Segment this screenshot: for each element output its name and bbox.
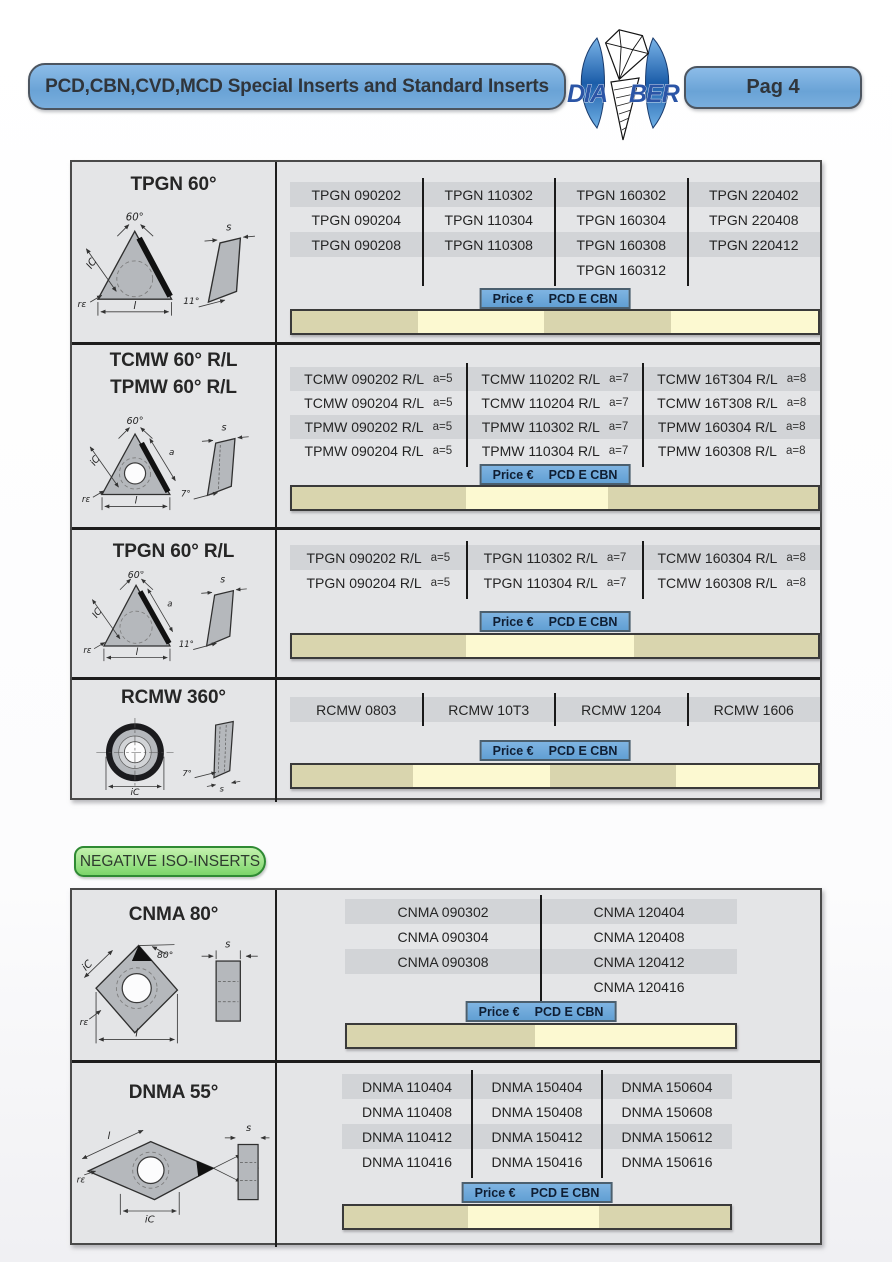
edge-length-value: a=8	[786, 576, 806, 589]
part-number-cell	[290, 207, 423, 232]
edge-length-value: a=7	[609, 373, 629, 385]
price-bar-segment-yellow	[413, 765, 550, 787]
price-bar-segment-yellow	[418, 311, 544, 333]
svg-text:s: s	[219, 783, 224, 794]
price-bar-segment-tan	[292, 765, 413, 787]
edge-length-value: a=5	[432, 373, 453, 385]
part-number-cell	[688, 207, 821, 232]
svg-text:60°: 60°	[126, 415, 144, 427]
part-number-cell	[467, 439, 644, 463]
part-row	[290, 545, 820, 570]
svg-text:iC: iC	[144, 1214, 155, 1226]
section-left-pane	[72, 1060, 277, 1247]
part-number-cell	[688, 182, 821, 207]
price-tag	[480, 288, 631, 309]
insert-type-title: TPGN 60°	[130, 174, 217, 195]
edge-length-value: a=7	[606, 576, 627, 589]
part-number-cell	[541, 924, 737, 949]
price-bar-segment-tan	[344, 1206, 468, 1228]
price-bar-segment-yellow	[466, 487, 608, 509]
negative-iso-inserts-label: NEGATIVE ISO-INSERTS	[79, 852, 261, 870]
part-number-cell	[602, 1099, 732, 1124]
part-number: DNMA 150404	[491, 1078, 583, 1095]
price-type: PCD E CBN	[530, 1185, 600, 1200]
part-number-cell	[290, 697, 423, 722]
edge-length-value: a=5	[432, 421, 453, 433]
part-number-cell	[423, 182, 556, 207]
part-number: TPMW 110302 R/L	[481, 419, 600, 435]
part-number: TPGN 090202	[311, 186, 401, 203]
part-numbers-grid	[290, 367, 820, 463]
part-number: TPGN 110302	[444, 186, 533, 203]
part-number: DNMA 150612	[621, 1128, 713, 1145]
tpgn-insert-drawing	[74, 210, 274, 336]
price-bar	[290, 763, 820, 789]
svg-text:60°: 60°	[125, 212, 144, 224]
price-label: Price €	[492, 614, 534, 629]
part-number: DNMA 150416	[491, 1153, 583, 1170]
column-divider	[601, 1070, 603, 1178]
svg-text:IC: IC	[84, 256, 100, 272]
part-number-cell	[643, 570, 820, 595]
svg-text:rε: rε	[76, 1175, 86, 1186]
price-label: Price €	[492, 743, 534, 758]
section-left-pane	[72, 677, 277, 802]
part-number: DNMA 110404	[361, 1078, 452, 1095]
price-tag	[462, 1182, 613, 1203]
price-bar-segment-tan	[544, 311, 670, 333]
edge-length-value: a=8	[785, 445, 806, 457]
part-number-cell	[688, 697, 821, 722]
svg-text:l: l	[107, 1130, 111, 1142]
svg-text:rε: rε	[83, 645, 92, 656]
part-number: CNMA 120412	[593, 953, 685, 970]
part-number: RCMW 1204	[581, 701, 662, 718]
part-number: DNMA 150616	[621, 1153, 713, 1170]
price-type: PCD E CBN	[534, 1004, 604, 1019]
part-number-cell	[541, 974, 737, 999]
price-tag	[480, 740, 631, 761]
price-bar-segment-yellow	[466, 635, 634, 657]
svg-text:s: s	[245, 1123, 252, 1135]
svg-text:rε: rε	[77, 298, 87, 310]
price-bar-segment-tan	[292, 311, 418, 333]
part-number: CNMA 090308	[397, 953, 489, 970]
part-number-cell	[467, 391, 644, 415]
part-numbers-grid	[345, 899, 737, 999]
part-number: RCMW 0803	[316, 701, 397, 718]
cnma-insert-drawing	[74, 932, 274, 1054]
part-number: RCMW 1606	[713, 701, 794, 718]
price-type: PCD E CBN	[548, 291, 618, 306]
price-bar-segment-tan	[292, 487, 466, 509]
logo-text-ber: BER	[629, 80, 679, 108]
column-divider	[422, 693, 424, 726]
part-number: TPGN 220402	[709, 186, 799, 203]
page-number-label: Pag 4	[746, 76, 800, 98]
part-number: TCMW 090204 R/L	[304, 395, 424, 411]
insert-type-title: TCMW 60° R/L	[109, 350, 238, 371]
part-number: CNMA 120408	[593, 928, 685, 945]
section-rcmw-360	[72, 677, 820, 802]
part-number-cell	[342, 1099, 472, 1124]
part-number: DNMA 150604	[621, 1078, 713, 1095]
dia-ber-logo	[566, 22, 684, 148]
section-left-pane	[72, 342, 277, 527]
price-bar-segment-yellow	[671, 311, 818, 333]
logo-text-dia: DIA	[567, 80, 608, 108]
section-left-pane	[72, 527, 277, 677]
part-number: CNMA 120416	[593, 978, 685, 995]
part-row	[290, 415, 820, 439]
price-bar	[342, 1204, 732, 1230]
price-tag	[480, 464, 631, 485]
section-left-pane	[72, 890, 277, 1060]
price-label: Price €	[478, 1004, 520, 1019]
part-number: TPGN 090204 R/L	[306, 574, 422, 591]
svg-text:a: a	[167, 598, 173, 609]
part-number: CNMA 120404	[593, 903, 685, 920]
part-number: DNMA 110412	[361, 1128, 452, 1145]
part-number: TCMW 110202 R/L	[481, 371, 601, 387]
price-type: PCD E CBN	[548, 614, 618, 629]
part-number-cell	[688, 232, 821, 257]
part-number-cell	[423, 207, 556, 232]
part-number-cell	[555, 182, 688, 207]
part-number: TPGN 090208	[311, 236, 401, 253]
diamond-icon	[598, 27, 652, 84]
empty-cell	[688, 257, 821, 282]
section-left-pane	[72, 162, 277, 342]
negative-iso-inserts-badge	[74, 846, 266, 877]
svg-text:7°: 7°	[180, 489, 191, 500]
edge-length-value: a=8	[786, 551, 806, 564]
part-row	[290, 367, 820, 391]
part-number-cell	[541, 899, 737, 924]
part-number: DNMA 150608	[621, 1103, 713, 1120]
part-number-cell	[602, 1074, 732, 1099]
part-number-cell	[342, 1074, 472, 1099]
column-divider	[642, 363, 644, 467]
part-row	[342, 1099, 732, 1124]
part-row	[342, 1074, 732, 1099]
svg-text:7°: 7°	[182, 767, 192, 778]
part-number-cell	[643, 367, 820, 391]
part-numbers-grid	[290, 545, 820, 595]
part-number: TPGN 160312	[576, 261, 666, 278]
price-bar-segment-tan	[608, 487, 818, 509]
price-bar	[290, 633, 820, 659]
part-number: DNMA 150412	[491, 1128, 583, 1145]
price-bar	[345, 1023, 737, 1049]
part-number-cell	[290, 232, 423, 257]
part-number-cell	[555, 697, 688, 722]
price-tag	[480, 611, 631, 632]
part-number: TCMW 160308 R/L	[657, 574, 778, 591]
price-bar-segment-yellow	[468, 1206, 599, 1228]
part-number: DNMA 110408	[361, 1103, 452, 1120]
part-number-cell	[467, 570, 644, 595]
price-label: Price €	[492, 467, 534, 482]
part-number: TCMW 160304 R/L	[657, 549, 778, 566]
part-number-cell	[290, 415, 467, 439]
part-number-cell	[472, 1074, 602, 1099]
part-number-cell	[643, 439, 820, 463]
svg-text:60°: 60°	[127, 571, 145, 582]
section-tcmw-tpmw-60-rl	[72, 342, 820, 527]
part-number: TPMW 160308 R/L	[657, 443, 777, 459]
part-number: TPGN 220408	[709, 211, 799, 228]
part-number: TPMW 110304 R/L	[481, 443, 600, 459]
part-row	[290, 439, 820, 463]
price-bar-segment-tan	[347, 1025, 535, 1047]
svg-text:a: a	[168, 448, 175, 459]
negative-iso-inserts-table	[70, 888, 822, 1245]
part-number-cell	[467, 415, 644, 439]
svg-text:l: l	[135, 646, 139, 658]
part-number: DNMA 150408	[491, 1103, 583, 1120]
price-bar-segment-tan	[550, 765, 676, 787]
edge-length-value: a=7	[608, 421, 629, 433]
part-numbers-grid	[290, 182, 820, 282]
part-row	[290, 391, 820, 415]
svg-text:iC: iC	[80, 958, 95, 974]
price-label: Price €	[492, 291, 534, 306]
edge-length-value: a=7	[609, 397, 629, 409]
price-tag	[466, 1001, 617, 1022]
column-divider	[687, 693, 689, 726]
edge-length-value: a=5	[430, 576, 451, 589]
part-number: TPGN 160304	[576, 211, 666, 228]
header-band	[28, 63, 566, 110]
part-number-cell	[423, 232, 556, 257]
price-label: Price €	[474, 1185, 516, 1200]
price-bar-segment-tan	[292, 635, 466, 657]
svg-text:11°: 11°	[178, 638, 194, 649]
part-number-cell	[423, 697, 556, 722]
part-number-cell	[467, 545, 644, 570]
part-number-cell	[290, 391, 467, 415]
empty-cell	[290, 257, 423, 282]
price-bar-segment-yellow	[676, 765, 818, 787]
insert-type-title: RCMW 360°	[121, 687, 226, 708]
edge-length-value: a=5	[432, 445, 453, 457]
price-bar-segment-tan	[634, 635, 818, 657]
standard-inserts-table	[70, 160, 822, 800]
part-number: TPMW 090204 R/L	[304, 443, 424, 459]
column-divider	[466, 541, 468, 599]
edge-length-value: a=7	[608, 445, 629, 457]
tpgn-rl-insert-drawing	[74, 571, 274, 671]
part-number: TPGN 110302 R/L	[483, 549, 598, 566]
part-number: TPGN 110308	[444, 236, 533, 253]
part-number-cell	[342, 1149, 472, 1174]
page-title: PCD,CBN,CVD,MCD Special Inserts and Standard Inserts	[45, 75, 549, 97]
part-number-cell	[602, 1124, 732, 1149]
svg-text:iC: iC	[88, 453, 103, 468]
part-number-cell	[290, 545, 467, 570]
part-number: TPMW 160304 R/L	[657, 419, 777, 435]
part-number-cell	[345, 949, 541, 974]
part-number-cell	[643, 391, 820, 415]
part-number: TPGN 160308	[576, 236, 666, 253]
part-number: TPGN 090202 R/L	[306, 549, 422, 566]
insert-type-title-2: TPMW 60° R/L	[110, 377, 237, 398]
part-row	[342, 1124, 732, 1149]
section-cnma-80	[72, 890, 820, 1060]
part-number: TPGN 110304	[444, 211, 533, 228]
part-number-cell	[643, 545, 820, 570]
edge-length-value: a=5	[432, 397, 453, 409]
part-number: TPMW 090202 R/L	[304, 419, 424, 435]
price-type: PCD E CBN	[548, 743, 618, 758]
svg-text:l: l	[134, 495, 138, 507]
part-number-cell	[541, 949, 737, 974]
edge-length-value: a=8	[785, 421, 806, 433]
edge-length-value: a=7	[606, 551, 627, 564]
svg-text:80°: 80°	[157, 950, 174, 962]
svg-text:s: s	[220, 574, 226, 586]
part-number-cell	[342, 1124, 472, 1149]
part-number: TPGN 110304 R/L	[483, 574, 598, 591]
part-number: TPGN 160302	[576, 186, 666, 203]
section-tpgn-60	[72, 162, 820, 342]
part-number-cell	[290, 367, 467, 391]
part-number: TPGN 220412	[709, 236, 799, 253]
empty-cell	[345, 974, 541, 999]
edge-length-value: a=5	[430, 551, 451, 564]
part-number-cell	[555, 232, 688, 257]
svg-text:s: s	[226, 222, 232, 234]
page-number-badge	[684, 66, 862, 109]
insert-type-title: TPGN 60° R/L	[112, 541, 235, 562]
part-numbers-grid	[342, 1074, 732, 1174]
price-bar-segment-tan	[599, 1206, 730, 1228]
part-number: TCMW 110204 R/L	[481, 395, 601, 411]
empty-cell	[423, 257, 556, 282]
column-divider	[466, 363, 468, 467]
part-number: TCMW 16T308 R/L	[657, 395, 778, 411]
column-divider	[687, 178, 689, 286]
part-number-cell	[345, 899, 541, 924]
part-number-cell	[472, 1099, 602, 1124]
tcmw-insert-drawing	[74, 412, 274, 522]
price-type: PCD E CBN	[548, 467, 618, 482]
section-tpgn-60-rl	[72, 527, 820, 677]
part-number-cell	[290, 570, 467, 595]
price-bar	[290, 485, 820, 511]
part-number-cell	[467, 367, 644, 391]
part-number: TPGN 090204	[311, 211, 401, 228]
part-row	[290, 570, 820, 595]
svg-text:IC: IC	[90, 606, 105, 621]
part-number-cell	[555, 257, 688, 282]
part-number: CNMA 090302	[397, 903, 489, 920]
column-divider	[554, 178, 556, 286]
column-divider	[642, 541, 644, 599]
svg-text:rε: rε	[79, 1016, 89, 1028]
part-number: TCMW 090202 R/L	[304, 371, 424, 387]
svg-text:rε: rε	[81, 494, 91, 505]
edge-length-value: a=8	[786, 373, 807, 385]
column-divider	[540, 895, 542, 1003]
insert-type-title: DNMA 55°	[128, 1082, 219, 1103]
svg-text:iC: iC	[130, 787, 140, 797]
part-number-cell	[555, 207, 688, 232]
part-row	[342, 1149, 732, 1174]
part-number-cell	[472, 1149, 602, 1174]
column-divider	[471, 1070, 473, 1178]
rcmw-insert-drawing	[74, 711, 274, 797]
part-number-cell	[290, 182, 423, 207]
part-numbers-grid	[290, 697, 820, 722]
insert-type-title: CNMA 80°	[128, 904, 219, 925]
dnma-insert-drawing	[74, 1116, 274, 1230]
part-number: TCMW 16T304 R/L	[657, 371, 778, 387]
section-dnma-55	[72, 1060, 820, 1247]
part-number-cell	[290, 439, 467, 463]
svg-text:s: s	[221, 422, 227, 434]
edge-length-value: a=8	[786, 397, 807, 409]
svg-text:11°: 11°	[183, 296, 200, 308]
part-number: DNMA 110416	[361, 1153, 452, 1170]
svg-text:s: s	[225, 939, 231, 951]
part-number-cell	[472, 1124, 602, 1149]
svg-text:l: l	[135, 1028, 139, 1040]
svg-text:l: l	[133, 300, 137, 312]
part-number: CNMA 090304	[397, 928, 489, 945]
price-bar	[290, 309, 820, 335]
column-divider	[554, 693, 556, 726]
part-number: RCMW 10T3	[448, 701, 530, 718]
column-divider	[422, 178, 424, 286]
part-number-cell	[643, 415, 820, 439]
part-number-cell	[345, 924, 541, 949]
part-number-cell	[602, 1149, 732, 1174]
price-bar-segment-yellow	[535, 1025, 735, 1047]
